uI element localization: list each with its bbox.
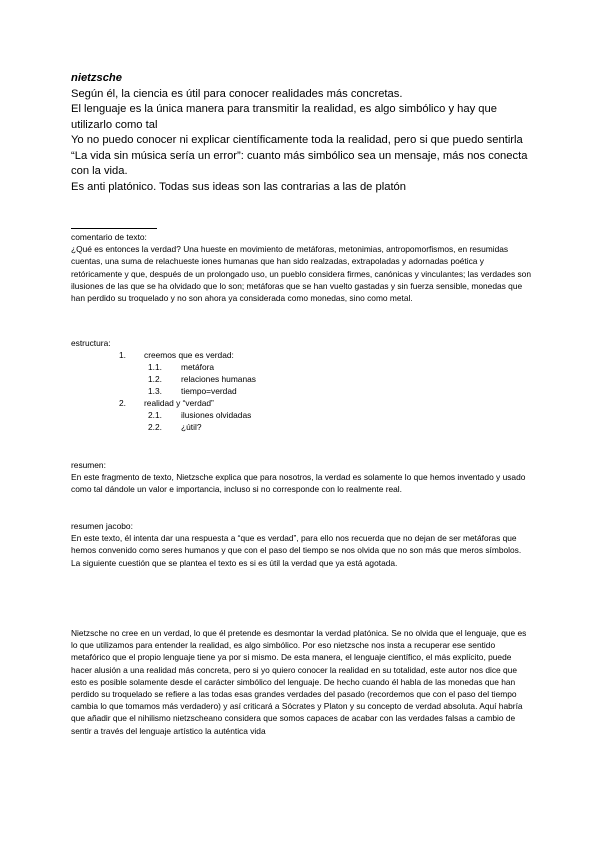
comentario-heading: comentario de texto: [71, 232, 147, 242]
outline-number: 1. [119, 350, 126, 360]
resumen-section [71, 459, 531, 496]
conclusion-body: Nietzsche no cree en un verdad, lo que él pretende es desmontar la verdad platónica. Se no olvida que el lenguaje, que es lo que utilizamos para entender la realidad, es algo simbólico. Por eso nietzsche nos insta a recuperar ese sentido metafórico que el propio lenguaje tiene ya por si mismo. De esta manera, el lenguaje científico, el más explícito, puede hacer alusión a una realidad más concreta, pero si yo quiero conocer la realidad en su totalidad, este autor nos dice que esto es posible solamente desde el carácter simbólico del lenguaje. De hecho cuando él habla de las monedas que han perdido su troquelado se refiere a las todas esas grandes verdades del pasado (recordemos que con el paso del tiempo cambia lo que tomamos más verdadero) y así criticará a Sócrates y Platon y su concepto de verdad absoluta. Aquí habría que añadir que el nihilismo nietzscheano considera que somos capaces de acabar con las verdades falsas a cambio de sentir a través del lenguaje artístico la auténtica vida [71, 628, 527, 736]
estructura-heading: estructura: [71, 338, 111, 348]
resumen-jacobo-heading: resumen jacobo: [71, 521, 133, 531]
outline-label: relaciones humanas [181, 374, 256, 384]
intro-line: El lenguaje es la única manera para transmitir la realidad, es algo simbólico y hay que utilizarlo como tal [71, 103, 497, 131]
resumen-body: En este fragmento de texto, Nietzsche explica que para nosotros, la verdad es solamente lo que hemos inventado y usado como tal dándole un valor e importancia, incluso si no corresponde con lo realmente real. [71, 472, 526, 495]
outline-number: 2.2. [148, 422, 162, 432]
document-title: nietzsche [71, 72, 122, 84]
outline-label: metáfora [181, 362, 215, 372]
outline-number: 1.3. [148, 386, 162, 396]
conclusion-section [71, 627, 531, 737]
outline-label: creemos que es verdad: [144, 350, 234, 360]
outline-number: 2. [119, 398, 126, 408]
outline-number: 1.2. [148, 374, 162, 384]
resumen-jacobo-body: En este texto, él intenta dar una respuesta a “que es verdad”, para ello nos recuerda que no dejan de ser metáforas que hemos convenido como seres humanos y que con el paso del tiempo se nos olvida que no son más que meros símbolos. La siguiente cuestión que se plantea el texto es si es útil la verdad que ya está agotada. [71, 533, 522, 568]
resumen-jacobo-section [71, 520, 531, 569]
comentario-body: ¿Qué es entonces la verdad? Una hueste en movimiento de metáforas, metonimias, antropomorfismos, en resumidas cuentas, una suma de relachueste iones humanas que han sido realzadas, extrapoladas y adornadas poética y retóricamente y que, después de un prolongado uso, un pueblo considera firmes, canónicas y vinculantes; las verdades son ilusiones de las que se ha olvidado que lo son; metáforas que se han vuelto gastadas y sin fuerza sensible, monedas que han perdido su troquelado y no son ahora ya considerada como monedas, sino como metal. [71, 244, 531, 304]
outline-number: 2.1. [148, 410, 162, 420]
outline-number: 1.1. [148, 362, 162, 372]
outline-label: ¿útil? [181, 422, 202, 432]
comentario-section [71, 231, 531, 304]
intro-line: “La vida sin música sería un error”: cuanto más simbólico sea un mensaje, más nos conecta con la vida. [71, 149, 528, 177]
resumen-heading: resumen: [71, 460, 106, 470]
outline-label: tiempo=verdad [181, 386, 237, 396]
intro-line: Según él, la ciencia es útil para conocer realidades más concretas. [71, 87, 403, 100]
intro-line: Es anti platónico. Todas sus ideas son las contrarias a las de platón [71, 180, 406, 193]
separator-rule [71, 228, 157, 229]
intro-section [71, 71, 531, 195]
intro-line: Yo no puedo conocer ni explicar científicamente toda la realidad, pero si que puedo sentirla [71, 134, 523, 146]
outline-label: realidad y “verdad” [144, 398, 214, 408]
outline-label: ilusiones olvidadas [181, 410, 252, 420]
